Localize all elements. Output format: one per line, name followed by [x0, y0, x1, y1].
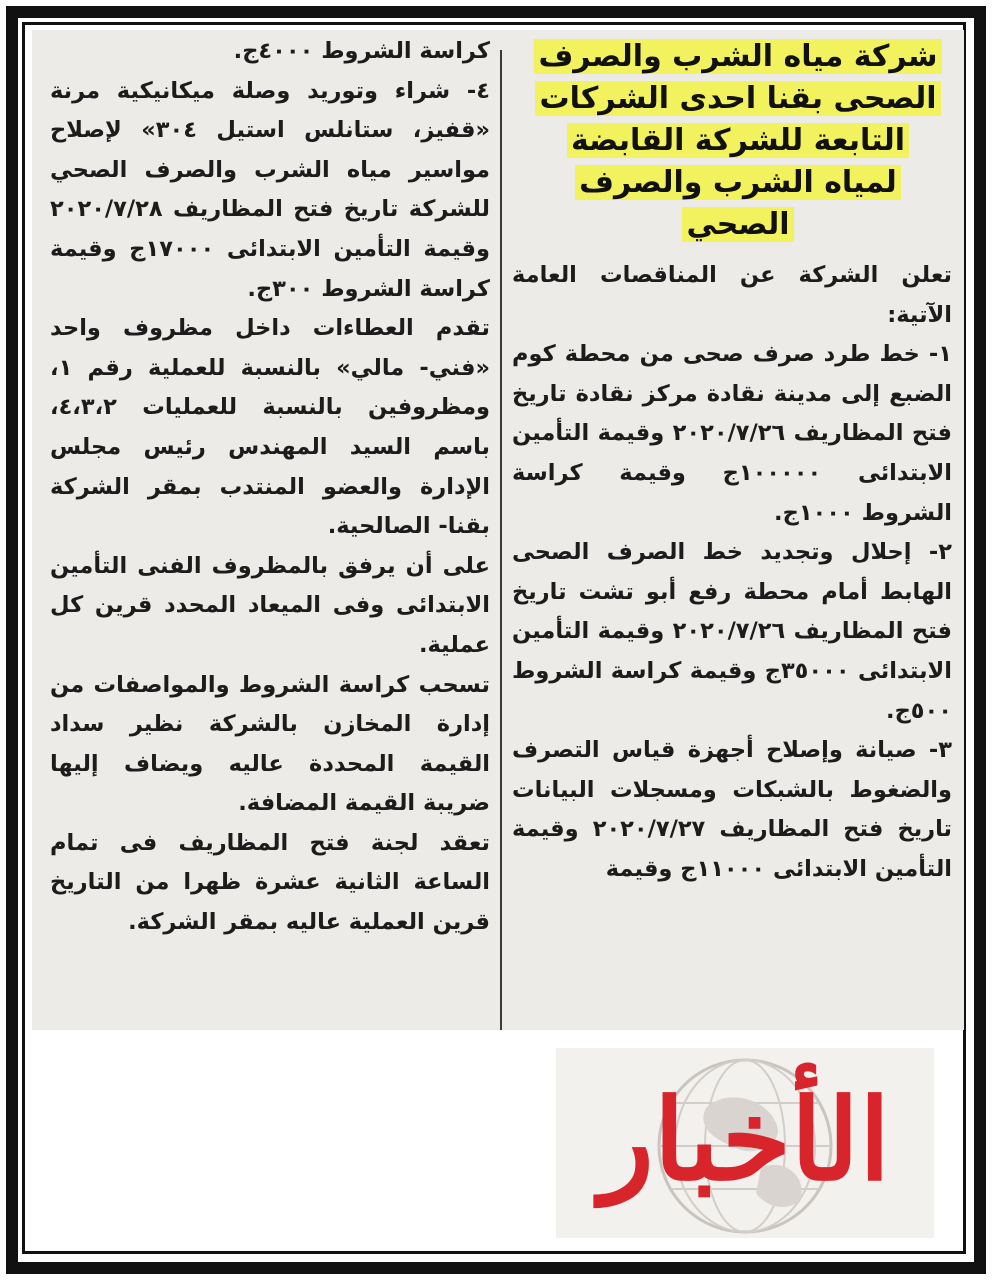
insurance-paragraph: على أن يرفق بالمظروف الفنى التأمين الابتدائى وفى الميعاد المحدد قرين كل عملية. — [50, 552, 490, 658]
left-column — [50, 32, 490, 943]
committee-paragraph: تعقد لجنة فتح المظاريف فى تمام الساعة الثانية عشرة ظهرا من التاريخ قرين العملية عاليه بمقر الشركة. — [50, 829, 490, 936]
tender-item-3-continued: كراسة الشروط ٤٠٠٠ج. — [233, 38, 490, 64]
tender-item-2: ٢- إحلال وتجديد خط الصرف الصحى الهابط أمام محطة رفع أبو تشت تاريخ فتح المظاريف ٢٠٢٠/٧/٢٦ وقيمة التأمين الابتدائى ٣٥٠٠٠ج وقيمة كراسة الشروط ٥٠٠ج. — [512, 539, 952, 724]
column-divider — [500, 50, 502, 1030]
tender-item-4: ٤- شراء وتوريد وصلة ميكانيكية مرنة «قفيز، ستانلس استيل ٣٠٤» لإصلاح مواسير مياه الشرب والصرف الصحي للشركة تاريخ فتح المظاريف ٢٠٢٠/٧/٢٨ وقيمة التأمين الابتدائى ١٧٠٠٠ج وقيمة كراسة الشروط ٣٠٠ج. — [50, 77, 490, 302]
submission-paragraph: تقدم العطاءات داخل مظروف واحد «فني- مالي» بالنسبة للعملية رقم ١، ومظروفين بالنسبة للعمليات ٤،٣،٢، باسم السيد المهندس رئيس مجلس الإدارة والعضو المنتدب بمقر الشركة بقنا- الصالحية. — [50, 315, 490, 540]
logo-text: الأخبار — [599, 1075, 891, 1206]
tender-item-1: ١- خط طرد صرف صحى من محطة كوم الضبع إلى مدينة نقادة مركز نقادة تاريخ فتح المظاريف ٢٠٢٠/٧/٢٦ وقيمة التأمين الابتدائى ١٠٠٠٠٠ج وقيمة كراسة الشروط ١٠٠٠ج. — [512, 341, 952, 526]
intro-paragraph: تعلن الشركة عن المناقصات العامة الآتية: — [512, 262, 952, 328]
booklet-paragraph: تسحب كراسة الشروط والمواصفات من إدارة المخازن بالشركة نظير سداد القيمة المحددة عاليه ويضاف إليها ضريبة القيمة المضافة. — [50, 671, 490, 817]
newspaper-clipping — [32, 30, 964, 1030]
headline — [532, 36, 944, 246]
tender-item-3: ٣- صيانة وإصلاح أجهزة قياس التصرف والضغوط بالشبكات ومسجلات البيانات تاريخ فتح المظاريف ٢٠٢٠/٧/٢٧ وقيمة التأمين الابتدائى ١١٠٠٠ج وقيمة — [512, 737, 952, 882]
headline-text: شركة مياه الشرب والصرف الصحى بقنا احدى الشركات التابعة للشركة القابضة لمياه الشرب والصرف الصحي — [534, 39, 941, 242]
right-column — [512, 30, 952, 890]
al-akhbar-logo — [556, 1048, 934, 1238]
